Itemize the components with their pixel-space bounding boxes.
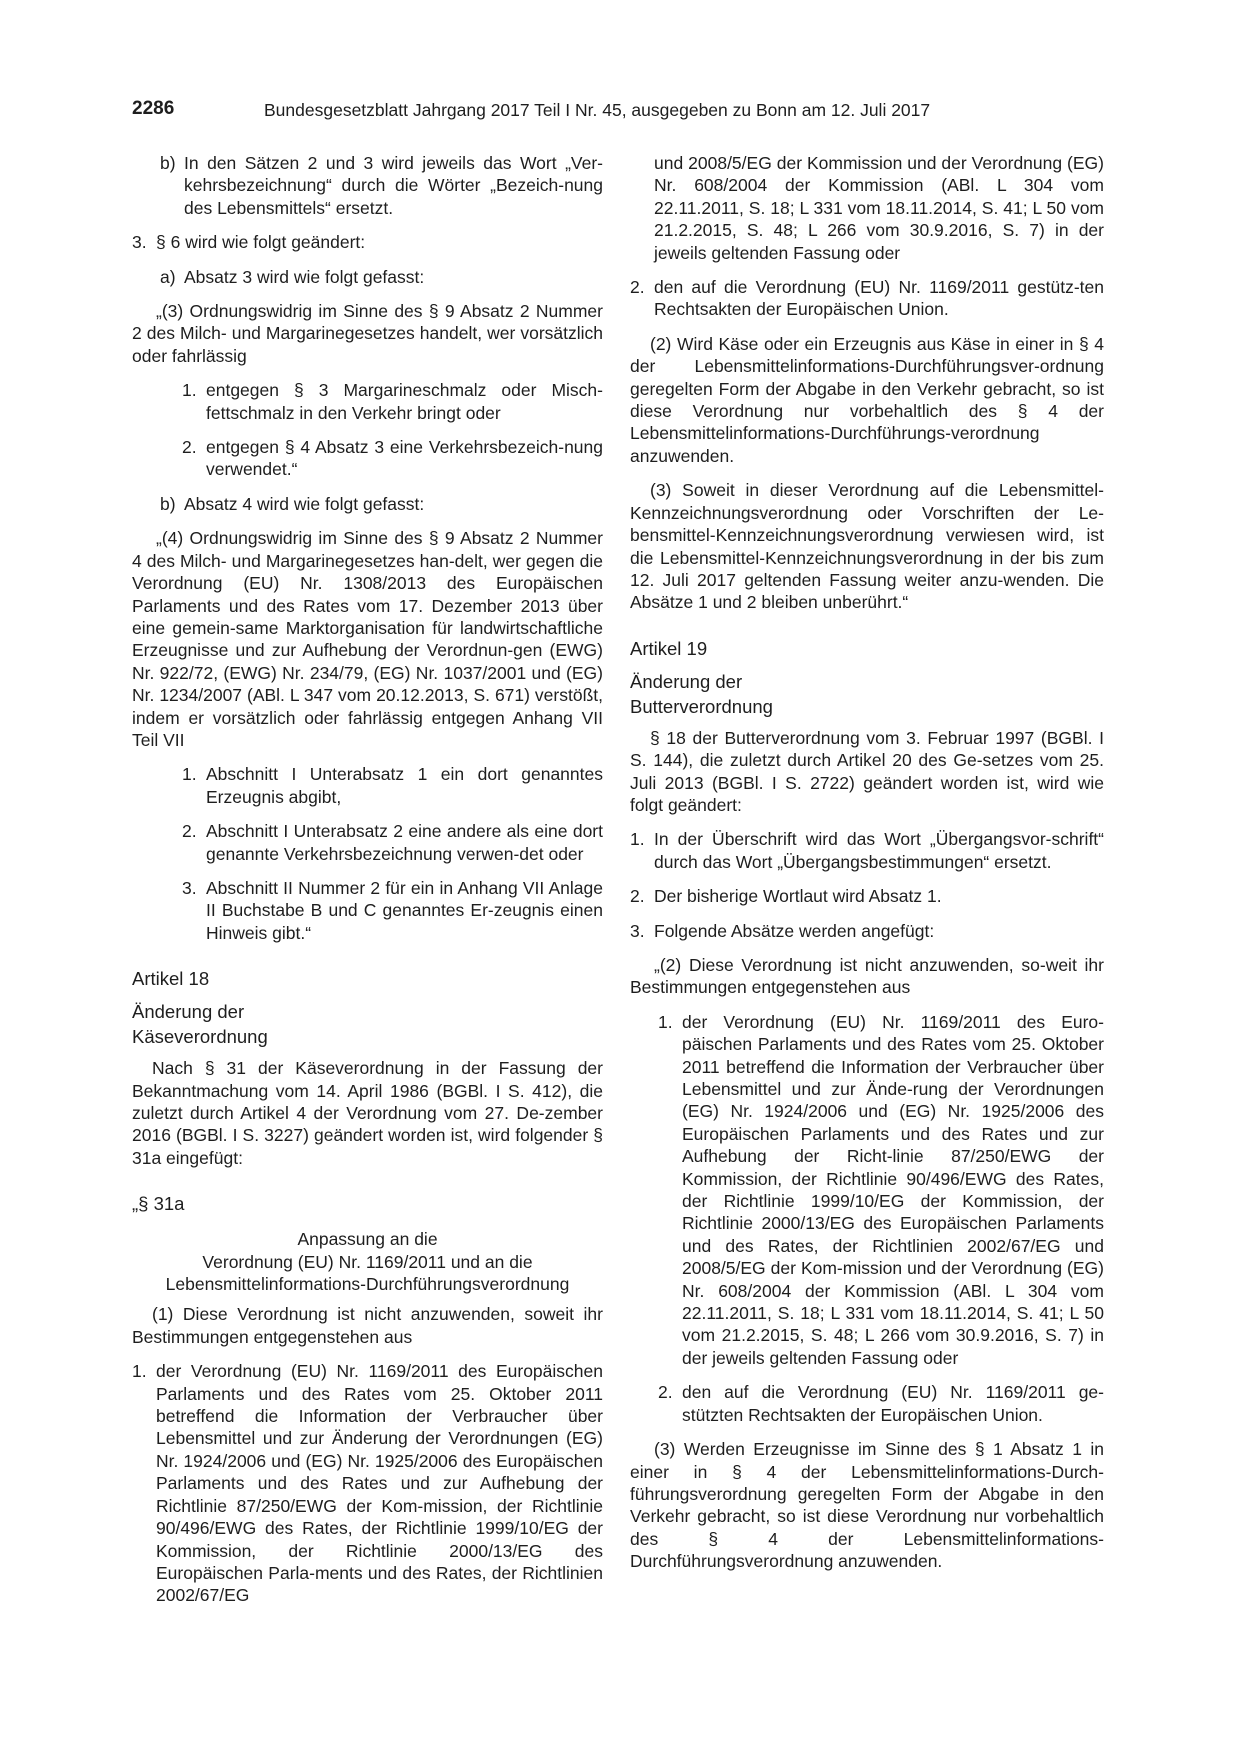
list-item (630, 828, 1104, 873)
section-heading: Anpassung an die (297, 1229, 438, 1250)
list-item (658, 1011, 1104, 1370)
article-subtitle: Käseverordnung (132, 1026, 268, 1048)
list-item (630, 885, 1104, 907)
list-text: Folgende Absätze werden angefügt: (654, 920, 935, 941)
list-text: den auf die Verordnung (EU) Nr. 1169/2011 ge-stützten Rechtsakten der Europäischen Union. (682, 1382, 1104, 1425)
article-title: Artikel 19 (630, 637, 708, 659)
list-item (182, 436, 603, 481)
list-text: Absatz 4 wird wie folgt gefasst: (184, 493, 425, 514)
body-paragraph: § 18 der Butterverordnung vom 3. Februar 1997 (BGBl. I S. 144), die zuletzt durch Artikel 20 des Ge-setzes vom 25. Juli 2013 (BGBl. I S. 2722) geändert worden ist, wird wie folgt geändert: (630, 727, 1104, 815)
list-text: In den Sätzen 2 und 3 wird jeweils das Wort „Ver-kehrsbezeichnung“ durch die Wörter „Bezeich-nung des Lebensmittels“ ersetzt. (184, 153, 603, 218)
list-item (182, 877, 603, 944)
list-item (160, 493, 603, 515)
list-item (182, 820, 603, 865)
list-item (132, 1360, 603, 1606)
list-label: 1. (182, 380, 197, 401)
list-label: 1. (658, 1011, 673, 1032)
list-label: b) (160, 153, 176, 173)
body-paragraph: (1) Diese Verordnung ist nicht anzuwenden, soweit ihr Bestimmungen entgegenstehen aus (132, 1304, 603, 1347)
continued-text: und 2008/5/EG der Kommission und der Verordnung (EG) Nr. 608/2004 der Kommission (ABl. L 304 vom 22.11.2011, S. 18; L 331 vom 18.11.2014, S. 41; L 50 vom 21.2.2015, S. 48; L 266 vom 30.9.2016, S. 7) in der jeweils geltenden Fassung oder (654, 153, 1104, 263)
body-paragraph: (2) Wird Käse oder ein Erzeugnis aus Käse in einer in § 4 der Lebensmittelinformations-Durchführungsver-ordnung geregelten Form der Abgabe in den Verkehr gebracht, so ist diese Verordnung nur vorbehaltlich des § 4 der Lebensmittelinformations-Durchführungs-verordnung anzuwenden. (630, 333, 1104, 466)
list-text: Abschnitt II Nummer 2 für ein in Anhang VII Anlage II Buchstabe B und C genanntes Er-zeugnis einen Hinweis gibt.“ (206, 877, 603, 943)
list-text: entgegen § 4 Absatz 3 eine Verkehrsbezeich-nung verwendet.“ (206, 437, 603, 480)
list-text: der Verordnung (EU) Nr. 1169/2011 des Europäischen Parlaments und des Rates vom 25. Oktober 2011 betreffend die Information der Verbraucher über Lebensmittel und zur Änderung der Verordnungen (EG) Nr. 1924/2006 und (EG) Nr. 1925/2006 des Europäischen Parlaments und des Rates und zur Aufhebung der Richtlinie 87/250/EWG der Kom-mission, der Richtlinie 90/496/EWG des Rates, der Richtlinie 1999/10/EG der Kommission, der Richtlinie 2000/13/EG des Europäischen Parla-ments und des Rates, der Richtlinien 2002/67/EG (156, 1361, 603, 1606)
list-label: 1. (132, 1361, 147, 1382)
page-number: 2286 (132, 98, 175, 119)
quoted-paragraph: (3) Werden Erzeugnisse im Sinne des § 1 Absatz 1 in einer in § 4 der Lebensmittelinformations-Durch-führungsverordnung geregelten Form der Abgabe in den Verkehr gebracht, so ist diese Verordnung nur vorbehaltlich des § 4 der Lebensmittelinformations-Durchführungsverordnung anzuwenden. (630, 1439, 1104, 1572)
list-text: Abschnitt I Unterabsatz 2 eine andere als eine dort genannte Verkehrsbezeichnung verwen-det oder (206, 821, 603, 864)
list-item (160, 266, 603, 288)
list-label: 2. (658, 1382, 673, 1403)
left-column (132, 152, 603, 1607)
list-item (132, 231, 603, 253)
body-paragraph: (3) Soweit in dieser Verordnung auf die Lebensmittel-Kennzeichnungsverordnung oder Vorschriften der Le-bensmittel-Kennzeichnungsverordnung verwiesen wird, ist die Lebensmittel-Kennzeichnungsverordnung in der bis zum 12. Juli 2017 geltenden Fassung weiter anzu-wenden. Die Absätze 1 und 2 bleiben unberührt.“ (630, 480, 1104, 613)
list-text: In der Überschrift wird das Wort „Übergangsvor-schrift“ durch das Wort „Übergangsbestimmungen“ ersetzt. (654, 829, 1104, 872)
list-label: 2. (630, 277, 645, 298)
list-label: 1. (182, 764, 197, 785)
list-item (182, 379, 603, 424)
quoted-paragraph: „(2) Diese Verordnung ist nicht anzuwenden, so-weit ihr Bestimmungen entgegenstehen aus (630, 954, 1104, 998)
list-label: 2. (630, 886, 645, 907)
list-text: Der bisherige Wortlaut wird Absatz 1. (654, 886, 942, 907)
quoted-paragraph: „(4) Ordnungswidrig im Sinne des § 9 Absatz 2 Nummer 4 des Milch- und Margarinegesetzes han-delt, wer gegen die Verordnung (EU) Nr. 1308/2013 des Europäischen Parlaments und des Rates vom 17. Dezember 2013 über eine gemein-same Marktorganisation für landwirtschaftliche Erzeugnisse und zur Aufhebung der Verordnun-gen (EWG) Nr. 922/72, (EWG) Nr. 234/79, (EG) Nr. 1037/2001 und (EG) Nr. 1234/2007 (ABl. L 347 vom 20.12.2013, S. 671) verstößt, indem er vorsätzlich oder fahrlässig entgegen Anhang VII Teil VII (132, 528, 603, 750)
list-item (630, 276, 1104, 321)
list-text: Abschnitt I Unterabsatz 1 ein dort genanntes Erzeugnis abgibt, (206, 764, 603, 807)
right-column (630, 152, 1104, 1573)
list-text: der Verordnung (EU) Nr. 1169/2011 des Euro-päischen Parlaments und des Rates vom 25. Oktober 2011 betreffend die Information der Verbraucher über Lebensmittel und zur Ände-rung der Verordnungen (EG) Nr. 1924/2006 und (EG) Nr. 1925/2006 des Europäischen Parlaments und des Rates und zur Aufhebung der Richt-linie 87/250/EWG der Kommission, der Richtlinie 90/496/EWG des Rates, der Richtlinie 1999/10/EG der Kommission, der Richtlinie 2000/13/EG des Europäischen Parlaments und des Rates, der Richtlinien 2002/67/EG und 2008/5/EG der Kom-mission und der Verordnung (EG) Nr. 608/2004 der Kommission (ABl. L 304 vom 22.11.2011, S. 18; L 331 vom 18.11.2014, S. 41; L 50 vom 21.2.2015, S. 48; L 266 vom 30.9.2016, S. 7) in der jeweils geltenden Fassung oder (682, 1011, 1104, 1368)
list-label: a) (160, 266, 176, 287)
list-item (630, 920, 1104, 942)
article-subtitle: Butterverordnung (630, 695, 773, 717)
quoted-paragraph: „(3) Ordnungswidrig im Sinne des § 9 Absatz 2 Nummer 2 des Milch- und Margarinegesetzes handelt, wer vorsätzlich oder fahrlässig (132, 301, 603, 366)
article-title: Artikel 18 (132, 968, 210, 990)
article-subtitle: Änderung der (630, 670, 743, 692)
list-label: 3. (132, 232, 147, 253)
list-text: § 6 wird wie folgt geändert: (156, 232, 366, 253)
list-label: 3. (182, 877, 197, 898)
list-label: 2. (182, 821, 197, 842)
list-text: den auf die Verordnung (EU) Nr. 1169/2011 gestütz-ten Rechtsakten der Europäischen Union. (654, 277, 1104, 320)
list-text: Absatz 3 wird wie folgt gefasst: (184, 266, 425, 287)
article-subtitle: Änderung der (132, 1001, 245, 1023)
list-label: b) (160, 493, 176, 514)
list-label: 3. (630, 920, 645, 941)
list-text: entgegen § 3 Margarineschmalz oder Misch-fettschmalz in den Verkehr bringt oder (206, 380, 603, 423)
gazette-header: Bundesgesetzblatt Jahrgang 2017 Teil I Nr. 45, ausgegeben zu Bonn am 12. Juli 2017 (264, 100, 931, 120)
list-label: 1. (630, 829, 645, 850)
list-label: 2. (182, 437, 197, 458)
section-title: „§ 31a (132, 1193, 185, 1215)
section-heading: Lebensmittelinformations-Durchführungsverordnung (165, 1274, 570, 1295)
body-paragraph: Nach § 31 der Käseverordnung in der Fassung der Bekanntmachung vom 14. April 1986 (BGBl. I S. 412), die zuletzt durch Artikel 4 der Verordnung vom 27. De-zember 2016 (BGBl. I S. 3227) geändert worden ist, wird folgender § 31a eingefügt: (132, 1058, 603, 1168)
section-heading: Verordnung (EU) Nr. 1169/2011 und an die (202, 1251, 533, 1272)
list-item (182, 763, 603, 808)
list-item (658, 1381, 1104, 1426)
list-item (160, 152, 603, 219)
